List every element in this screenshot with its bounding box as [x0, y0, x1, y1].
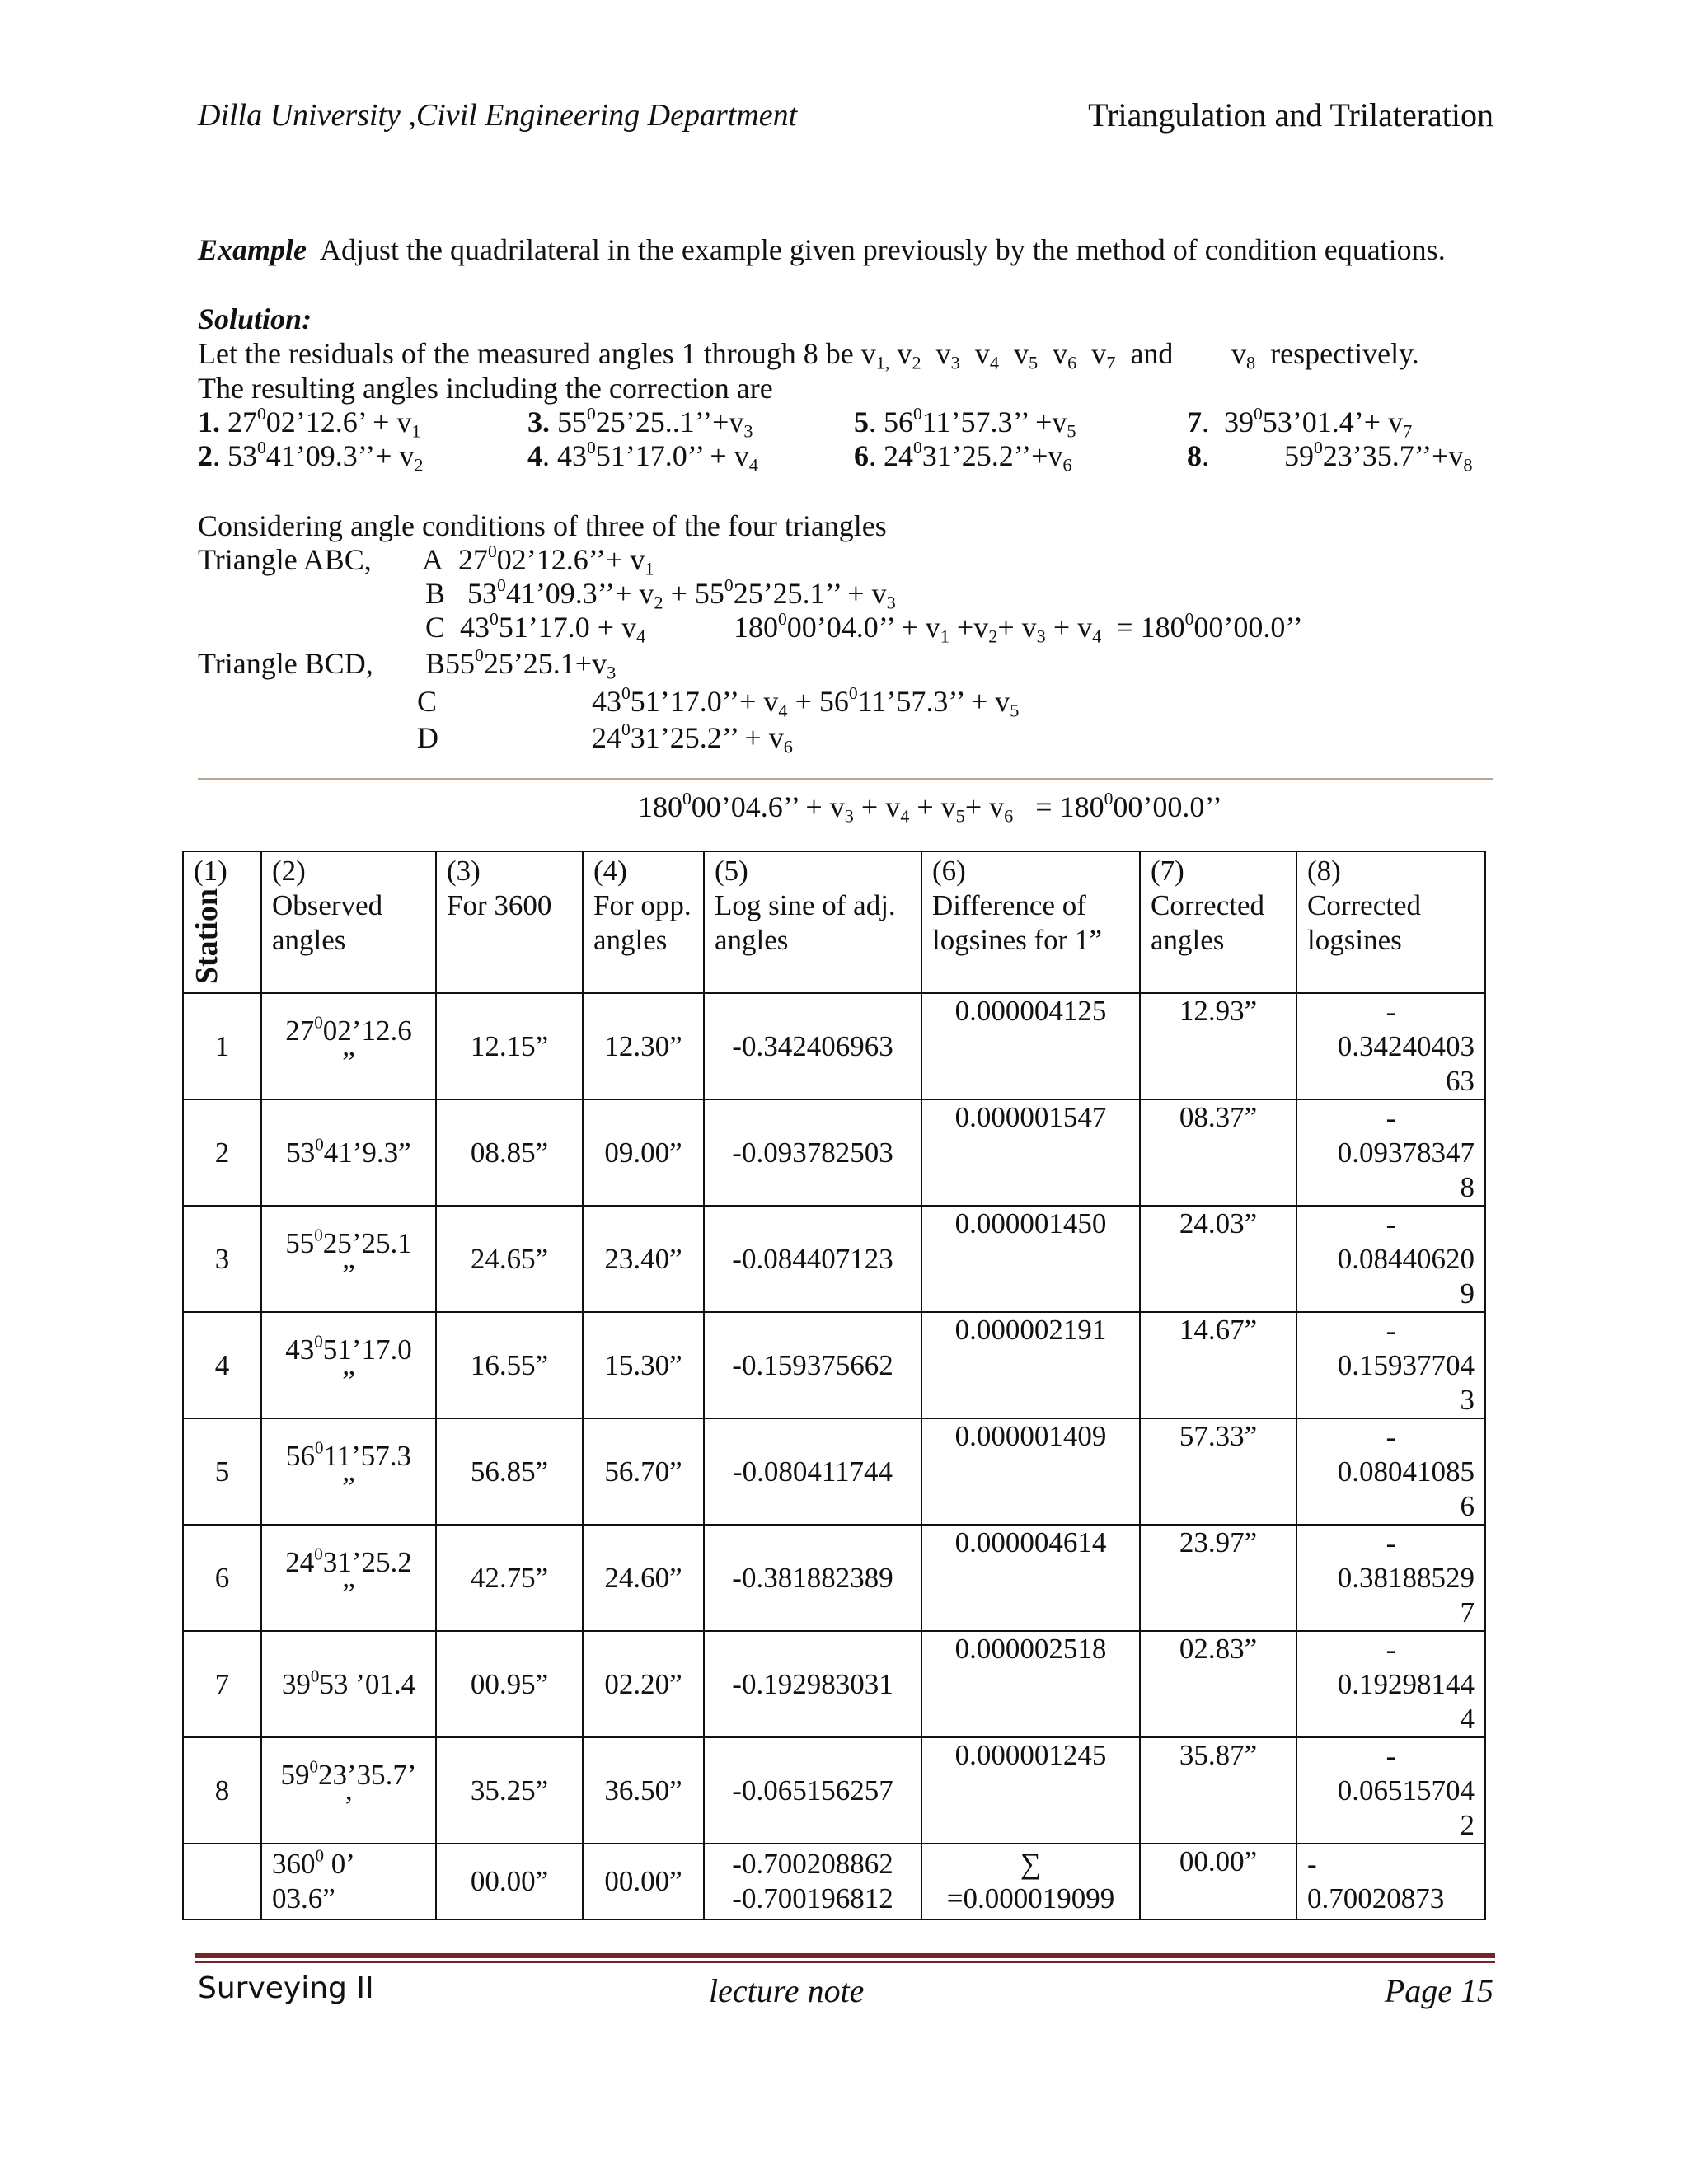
- bcd-sum: $180^000’04.6$’’ + $v_3 + v_4 + v_5+ v_6$ = $180^000’00.0$’’: [638, 788, 1222, 827]
- example-line: [198, 232, 1446, 267]
- example-text: Adjust the quadrilateral in the example given previously by the method of condition equations.: [320, 233, 1446, 266]
- table-row: 4 $43^051’17.0$ ” 16.55” 15.30” -0.159375662 0.000002191 14.67” - 0.15937704 3: [183, 1312, 1485, 1418]
- abc-c: C $43^051’17.0 + v_4$: [425, 608, 646, 647]
- footer-note: lecture note: [709, 1972, 865, 2009]
- bcd-d: $24^031’25.2$’’ + $v_6$: [592, 719, 793, 757]
- triangle-bcd-label: Triangle BCD,: [198, 647, 373, 680]
- bcd-b: $B55^025’25.1+v_3$: [425, 644, 617, 683]
- header-opp: (4) For opp. angles: [583, 851, 704, 993]
- table-sum-row: $360^0$ 0’ 03.6” 00.00” 00.00” -0.700208862 -0.700196812 ∑ =0.000019099 00.00” - 0.70020873: [183, 1844, 1485, 1919]
- footer-rule: [195, 1953, 1495, 1958]
- header-corrected-logsines: (8) Corrected logsines: [1296, 851, 1485, 993]
- angle-6: 6. $24^031’25.2’’+v_6$: [854, 437, 1072, 476]
- conditions-intro: Considering angle conditions of three of the four triangles: [198, 509, 887, 542]
- solution-label: Solution:: [198, 302, 312, 335]
- header-logsine: (5) Log sine of adj. angles: [704, 851, 921, 993]
- table-row: 1 $27^002’12.6$ ” 12.15” 12.30” -0.342406963 0.000004125 12.93” - 0.34240403 63: [183, 993, 1485, 1099]
- angle-3: 3. $55^025’25..1’’+v_3$: [528, 403, 753, 442]
- table-row: 7 $39^053$ ’01.4 00.95” 02.20” -0.192983031 0.000002518 02.83” - 0.19298144 4: [183, 1631, 1485, 1737]
- bcd-c: $43^051’17.0’’+ v_4$ + $56^011’57.3$’’ + $v_5$: [592, 682, 1020, 721]
- table-header-row: [183, 851, 1485, 993]
- table-row: 8 $59^023’35.7$’ ’ 35.25” 36.50” -0.065156257 0.000001245 35.87” - 0.06515704 2: [183, 1737, 1485, 1844]
- header-for3600: (3) For 3600: [436, 851, 583, 993]
- header-observed: (2) Observed angles: [261, 851, 436, 993]
- table-row: 2 $53^041’9.3$” 08.85” 09.00” -0.093782503 0.000001547 08.37” - 0.09378347 8: [183, 1099, 1485, 1206]
- solution-line-1: Let the residuals of the measured angles 1 through 8 be $v_{1,}$ $v_2$ $v_3$ $v_4$ $v_5$ $v_6$ $v_7$ and: [198, 337, 1174, 373]
- angle-2: 2. $53^041’09.3’’+ v_2$: [198, 437, 424, 476]
- footer-page-number: Page 15: [1384, 1972, 1493, 2009]
- abc-a: A $27^002’12.6’’+ v_1$: [422, 541, 654, 579]
- triangle-abc-label: Triangle ABC,: [198, 543, 372, 576]
- solution-line-1-end: $v_8$ respectively.: [1231, 337, 1419, 373]
- angle-8-value: $59^023’35.7’’+v_8$: [1284, 437, 1473, 476]
- header-corrected-angles: (7) Corrected angles: [1140, 851, 1296, 993]
- abc-b: B $53^041’09.3’’+ v_2$ + $55^025’25.1$’’ + $v_3$: [425, 574, 896, 613]
- abc-sum: $180^000’04.0$’’ + $v_1 +v_2+ v_3 + v_4$ = $180^000’00.0$’’: [734, 608, 1303, 647]
- header-station: (1) Station: [183, 851, 261, 993]
- bcd-d-label: D: [417, 721, 438, 754]
- example-label: Example: [198, 233, 307, 266]
- solution-line-2: The resulting angles including the correction are: [198, 372, 773, 405]
- angle-1: 1. $27^002’12.6$’ + $v_1$: [198, 403, 421, 442]
- bcd-c-label: C: [417, 685, 438, 718]
- header-department: Dilla University ,Civil Engineering Department: [198, 98, 798, 133]
- table-row: 3 $55^025’25.1$ ” 24.65” 23.40” -0.084407123 0.000001450 24.03” - 0.08440620 9: [183, 1206, 1485, 1312]
- angle-8: 8.: [1187, 439, 1209, 472]
- divider: [198, 778, 1493, 780]
- footer-course: Surveying II: [198, 1971, 374, 2005]
- header-topic: Triangulation and Trilateration: [1088, 96, 1493, 134]
- angle-7: 7. $39^053’01.4’+ v_7$: [1187, 403, 1413, 442]
- angle-5: 5. $56^011’57.3$’’ $+v_5$: [854, 403, 1076, 442]
- table-row: 5 $56^011’57.3$ ” 56.85” 56.70” -0.080411744 0.000001409 57.33” - 0.08041085 6: [183, 1418, 1485, 1525]
- footer-rule-thin: [195, 1961, 1495, 1963]
- table-row: 6 $24^031’25.2$ ” 42.75” 24.60” -0.381882389 0.000004614 23.97” - 0.38188529 7: [183, 1525, 1485, 1631]
- adjustment-table: [182, 851, 1486, 1920]
- angle-4: 4. $43^051’17.0$’’ + $v_4$: [528, 437, 758, 476]
- header-diff: (6) Difference of logsines for 1”: [921, 851, 1140, 993]
